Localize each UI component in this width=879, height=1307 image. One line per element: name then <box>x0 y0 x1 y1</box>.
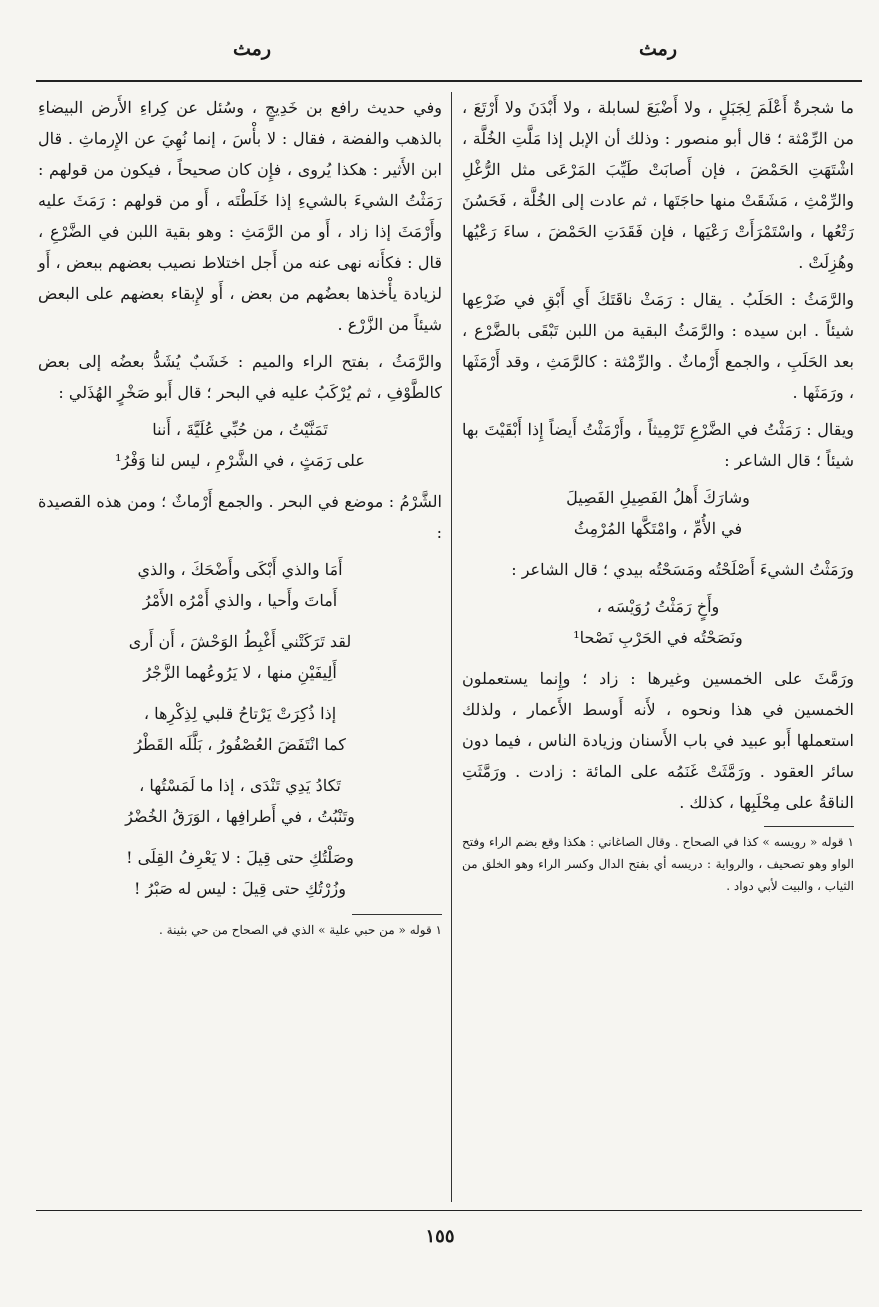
verse <box>62 414 418 476</box>
column-divider <box>451 92 452 1202</box>
paragraph: وفي حديث رافع بن خَدِيجٍ ، وسُئل عن كِراءِ الأَرض البيضاءِ بالذهب والفضة ، فقال : لا بأْسَ ، إنما نُهِيَ عن الإِرماثِ . قال ابن الأَثير : هكذا يُروى ، فإِن كان صحيحاً ، فيكون من قولهم : رَمَثْتُ الشيءَ بالشيءِ إذا خَلَطْتَه ، أَو من قولهم : رَمَثَ عليه وأَرْمَثَ إذا زاد ، أَو من الرَّمَثِ : وهو بقية اللبن في الضَّرْعِ ، قال : فكأَنه نهى عنه من أَجل اختلاط نصيب بعضهم ببعض ، أَو لزيادة يأْخذها بعضُهم من بعض ، أَو لإِبقاء بعضهم على البعض شيئاً من الزَّرْع . <box>38 98 443 334</box>
right-column <box>462 92 854 903</box>
verse-hemistich: ونَصَحْتُه في الحَرْبِ نَصْحا¹ <box>573 628 743 647</box>
page-number: ١٥٥ <box>425 1226 455 1247</box>
verse-hemistich: على رَمَثٍ ، في الشَّرْمِ ، ليس لنا وَفْرُ¹ <box>115 451 365 470</box>
verse <box>62 698 418 760</box>
paragraph: الشَّرْمُ : موضع في البحر . والجمع أَرْماثٌ ؛ ومن هذه القصيدة : <box>38 492 442 542</box>
footnote-rule <box>352 914 442 915</box>
verse-hemistich: وزُرْتُكِ حتى قِيلَ : ليس له صَبْرُ ! <box>134 879 346 898</box>
paragraph: ورَمَّثَ على الخمسين وغيرها : زاد ؛ وإِنما يستعملون الخمسين في هذا ونحوه ، لأَنه أَوسط الأَعمار ، ولذلك استعملها أَبو عبيد في باب الأَسنان وزيادة الناس ، فيما دون سائر العقود . ورَمَّثَتْ غَنَمُه على المائة : زادت . ورَمَّثَتِ الناقةُ على مِحْلَبِها ، كذلك . <box>462 669 854 812</box>
verse <box>62 626 418 688</box>
verse-hemistich: تَكادُ يَدِي تَنْدَى ، إذا ما لَمَسْتُها ، <box>139 776 341 795</box>
verse-hemistich: أَماتَ وأَحيا ، والذي أَمْرُه الأَمْرُ <box>142 591 338 610</box>
verse-hemistich: وشارَكَ أَهلُ الفَصِيلِ الفَصِيلَ <box>566 488 750 507</box>
verse <box>62 554 418 616</box>
top-rule <box>36 80 862 82</box>
verse <box>486 482 830 544</box>
running-header-right: رمث <box>638 38 677 60</box>
paragraph: والرَّمَثُ ، بفتح الراء والميم : خَشَبٌ يُشَدُّ بعضُه إلى بعض كالطَّوْفِ ، ثم يُرْكَبُ عليه في البحر ؛ قال أَبو صَخْرٍ الهُذَلي : <box>38 352 442 402</box>
verse-hemistich: وأَخٍ رَمَثْتُ رُوَيْسَه ، <box>596 597 720 616</box>
verse-hemistich: في الأُمِّ ، وامْتَكَّها المُرْمِثُ <box>573 519 743 538</box>
paragraph: ما شجرةٌ أَعْلَمَ لِجَبَلٍ ، ولا أَضْيَعَ لسابلة ، ولا أَبْدَنَ ولا أَرْتَعَ ، من الرِّمْثة ؛ قال أبو منصور : وذلك أن الإبل إذا مَلَّتِ الخُلَّة ، اشْتَهَتِ الحَمْضَ ، فإن أَصابَتْ طَيِّبَ المَرْعَى مثل الرُّغْلِ والرِّمْثِ ، مَشَقَتْ منها حاجَتَها ، ثم عادت إلى الخُلَّة ، فَحَسُنَ رَتْعُها ، واسْتَمْرَأَتْ رَعْيَها ، فإن فَقَدَتِ الحَمْضَ ، ساءَ رَعْيُها وهُزِلَتْ . <box>462 98 854 272</box>
running-header-left: رمث <box>232 38 271 60</box>
left-column <box>38 92 442 947</box>
verse-hemistich: أَمَا والذي أَبْكَى وأَضْحَكَ ، والذي <box>137 560 343 579</box>
verse-hemistich: كما انْتَفَضَ العُصْفُورُ ، بَلَّلَه القَطْرُ <box>134 735 346 754</box>
verse-hemistich: وتَنْبُتُ ، في أَطرافِها ، الوَرَقُ الخُضْرُ <box>125 807 355 826</box>
verse <box>486 591 830 653</box>
verse <box>62 770 418 832</box>
verse-hemistich: وصَلْتُكِ حتى قِيلَ : لا يَعْرِفُ القِلَى ! <box>126 848 354 867</box>
verse <box>62 842 418 904</box>
verse-hemistich: أَلِيفَيْنِ منها ، لا يَرُوعُهما الزَّجْرُ <box>143 663 337 682</box>
verse-hemistich: إذا ذُكِرَتْ يَرْتاحُ قلبي لِذِكْرِها ، <box>143 704 337 723</box>
footnote-rule <box>764 826 854 827</box>
footnote: ١ قوله « من حبي علية » الذي في الصحاح من حي بثينة . <box>159 923 442 937</box>
paragraph: ويقال : رَمَثْتُ في الضَّرْعِ تَرْمِيثاً ، وأَرْمَثْتُ أَيضاً إِذا أَبْقَيْتَ بها شيئاً ؛ قال الشاعر : <box>462 420 854 470</box>
footnote: ١ قوله « رويسه » كذا في الصحاح . وقال الصاغاني : هكذا وقع بضم الراء وفتح الواو وهو تصحيف ، والرواية : دريسه أي بفتح الدال وكسر الراء وهو الخلق من الثياب ، والبيت لأبي دواد . <box>462 835 854 893</box>
bottom-rule <box>36 1210 862 1211</box>
paragraph: ورَمَثْتُ الشيءَ أَصْلَحْتُه ومَسَحْتُه بيدي ؛ قال الشاعر : <box>511 560 854 579</box>
paragraph: والرَّمَثُ : الحَلَبُ . يقال : رَمَثْ ناقَتَكَ أَي أَبْقِ في ضَرْعِها شيئاً . ابن سيده : والرَّمَثُ البقية من اللبن تَبْقَى بالضَّرْع ، بعد الحَلَبِ ، والجمع أَرْماثٌ . والرِّمْثة : كالرَّمَثِ ، وقد أَرْمَثَها ، ورَمَثَها . <box>462 290 854 402</box>
verse-hemistich: تَمَنَّيْتُ ، من حُبِّي عُلَيَّةَ ، أَننا <box>152 420 328 439</box>
verse-hemistich: لقد تَرَكَتْني أَغْبِطُ الوَحْشَ ، أَن أَرى <box>128 632 352 651</box>
